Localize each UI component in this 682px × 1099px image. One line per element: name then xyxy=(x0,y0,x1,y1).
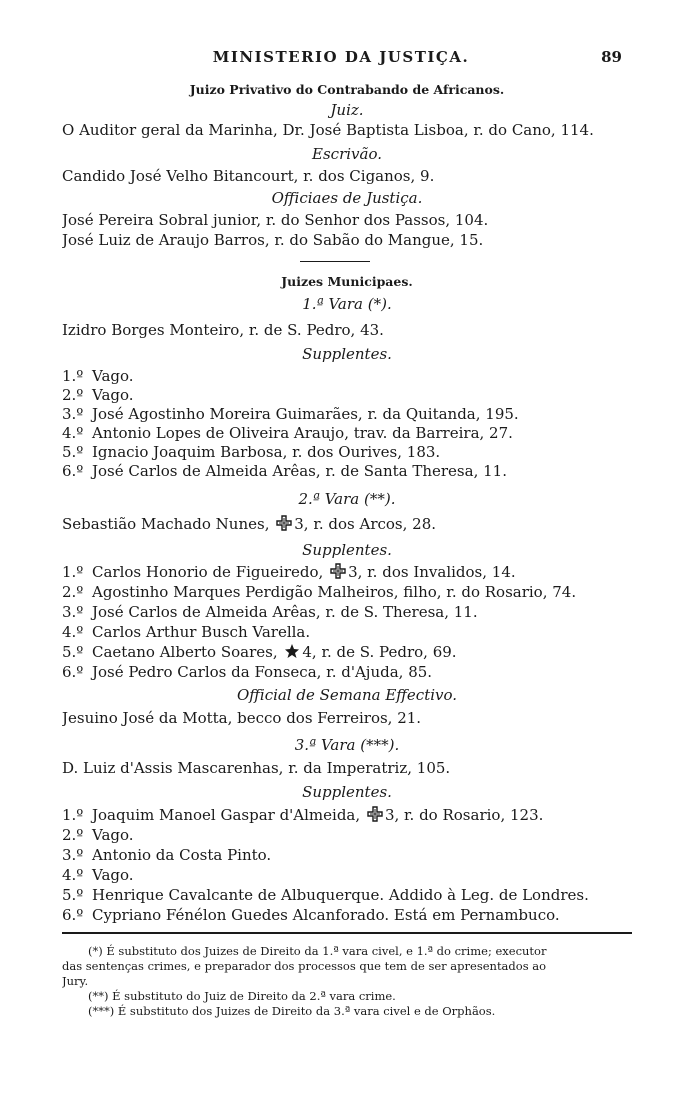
footnote-1-continued: das sentenças crimes, e preparador dos processos que tem de ser apresentados ao xyxy=(62,959,547,973)
vara-juiz: D. Luiz d'Assis Mascarenhas, r. da Imperatriz, 105. xyxy=(62,759,451,777)
supplente-entry: 3.º Antonio da Costa Pinto. xyxy=(62,846,272,864)
official-entry: José Pereira Sobral junior, r. do Senhor dos Passos, 104. xyxy=(62,211,489,229)
escrivao-label: Escrivão. xyxy=(312,145,382,163)
supplente-entry: 5.º Caetano Alberto Soares, 4, r. de S. Pedro, 69. xyxy=(62,643,457,661)
supplente-entry: 5.º Ignacio Joaquim Barbosa, r. dos Ourives, 183. xyxy=(62,443,441,461)
order-cross-icon xyxy=(330,563,346,579)
juiz-entry: O Auditor geral da Marinha, Dr. José Baptista Lisboa, r. do Cano, 114. xyxy=(62,121,594,139)
official-semana-label: Official de Semana Effectivo. xyxy=(236,686,458,704)
supplentes-label: Supplentes. xyxy=(302,541,392,559)
footnote-1-end: Jury. xyxy=(62,974,89,988)
supplente-entry: 6.º Cypriano Fénélon Guedes Alcanforado. Está em Pernambuco. xyxy=(62,906,560,924)
page-header xyxy=(0,48,682,72)
vara-juiz: Sebastião Machado Nunes, 3, r. dos Arcos, 28. xyxy=(62,515,437,533)
footnote-2: (**) É substituto do Juiz de Direito da 2.ª vara crime. xyxy=(88,989,396,1003)
juiz-label: Juiz. xyxy=(330,101,364,119)
supplente-entry: 2.º Vago. xyxy=(62,826,134,844)
section-heading-contrabando: Juizo Privativo do Contrabando de Africanos. xyxy=(189,82,505,97)
supplente-entry: 6.º José Pedro Carlos da Fonseca, r. d'Ajuda, 85. xyxy=(62,663,433,681)
footnote-1: (*) É substituto dos Juizes de Direito da 1.ª vara civel, e 1.ª do crime; executor xyxy=(88,944,547,958)
order-star-icon xyxy=(284,643,300,659)
vara-label: 3.ª Vara (***). xyxy=(294,736,400,754)
footnote-divider xyxy=(62,932,632,934)
footnote-3: (***) É substituto dos Juizes de Direito da 3.ª vara civel e de Orphãos. xyxy=(88,1004,496,1018)
vara-label: 1.ª Vara (*). xyxy=(302,295,392,313)
officiaes-label: Officiaes de Justiça. xyxy=(271,189,423,207)
order-cross-icon xyxy=(276,515,292,531)
supplente-entry: 4.º Carlos Arthur Busch Varella. xyxy=(62,623,311,641)
supplente-entry: 1.º Vago. xyxy=(62,367,134,385)
section-divider xyxy=(300,261,370,262)
supplente-entry: 6.º José Carlos de Almeida Arêas, r. de Santa Theresa, 11. xyxy=(62,462,507,480)
page-title: MINISTERIO DA JUSTIÇA. xyxy=(212,48,470,66)
page-number: 89 xyxy=(601,48,622,66)
supplentes-label: Supplentes. xyxy=(302,783,392,801)
supplente-entry: 4.º Vago. xyxy=(62,866,134,884)
supplente-entry: 1.º Carlos Honorio de Figueiredo, 3, r. dos Invalidos, 14. xyxy=(62,563,516,581)
escrivao-entry: Candido José Velho Bitancourt, r. dos Ciganos, 9. xyxy=(62,167,435,185)
order-cross-icon xyxy=(367,806,383,822)
supplente-entry: 4.º Antonio Lopes de Oliveira Araujo, trav. da Barreira, 27. xyxy=(62,424,513,442)
supplente-entry: 2.º Agostinho Marques Perdigão Malheiros, filho, r. do Rosario, 74. xyxy=(62,583,577,601)
supplente-entry: 2.º Vago. xyxy=(62,386,134,404)
supplente-entry: 5.º Henrique Cavalcante de Albuquerque. Addido à Leg. de Londres. xyxy=(62,886,589,904)
official-entry: José Luiz de Araujo Barros, r. do Sabão do Mangue, 15. xyxy=(62,231,484,249)
official-semana-entry: Jesuino José da Motta, becco dos Ferreiros, 21. xyxy=(62,709,422,727)
supplente-entry: 3.º José Agostinho Moreira Guimarães, r. da Quitanda, 195. xyxy=(62,405,519,423)
supplente-entry: 3.º José Carlos de Almeida Arêas, r. de S. Theresa, 11. xyxy=(62,603,478,621)
vara-juiz: Izidro Borges Monteiro, r. de S. Pedro, 43. xyxy=(62,321,384,339)
vara-label: 2.ª Vara (**). xyxy=(298,490,396,508)
supplente-entry: 1.º Joaquim Manoel Gaspar d'Almeida, 3, r. do Rosario, 123. xyxy=(62,806,544,824)
supplentes-label: Supplentes. xyxy=(302,345,392,363)
section-heading-municipaes: Juizes Municipaes. xyxy=(281,274,413,289)
